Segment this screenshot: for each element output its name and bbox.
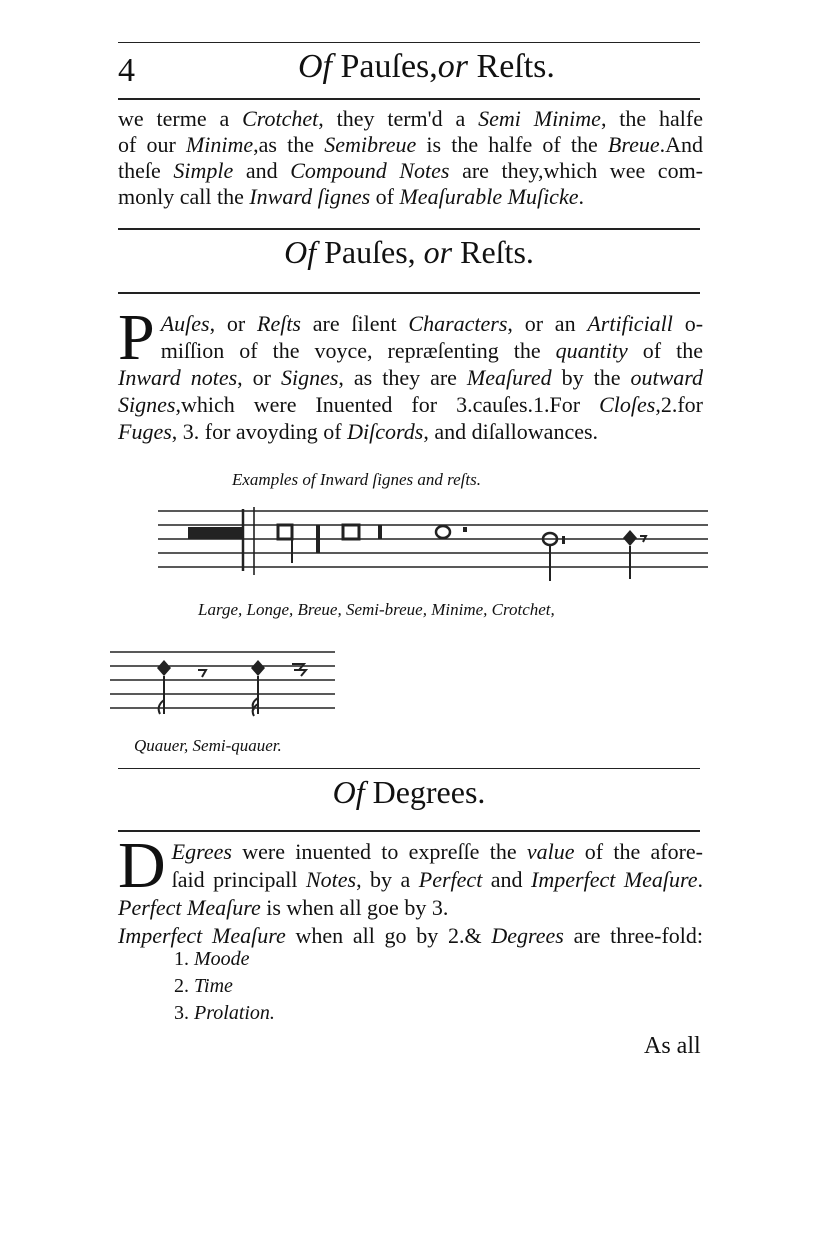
longe-note-symbol [278, 525, 292, 539]
text-line: of our Minime,as the Semibreue is the halfe of the Breue.And [118, 132, 703, 157]
large-note-symbol [188, 527, 243, 539]
crotchet-note-symbol [623, 530, 637, 546]
running-title: Of Pauſes,or Reſts. [298, 48, 555, 85]
list-item: 2. Time [174, 975, 233, 997]
music-staff-quaver [110, 642, 340, 722]
text-line: ſaid principall Notes, by a Perfect and Imperfect Meaſure. [171, 867, 704, 892]
figure-caption-row1: Large, Longe, Breue, Semi-breue, Minime, Crotchet, [198, 600, 555, 619]
section-rule [118, 228, 700, 230]
music-staff-notes-rests [158, 503, 718, 583]
section-rule [118, 768, 700, 769]
top-paragraph [118, 106, 703, 210]
text-line: Inward notes, or Signes, as they are Meaſured by the outward [118, 365, 704, 390]
text-line: theſe Simple and Compound Notes are they,which wee com- [118, 158, 704, 183]
page-number: 4 [118, 52, 135, 89]
top-rule [118, 42, 700, 43]
section-heading-pauses: Of Pauſes, or Reſts. [284, 234, 534, 270]
pauses-paragraph [118, 301, 704, 445]
text-line: miſſion of the voyce, repræſenting the quantity of the [160, 338, 703, 363]
running-header [118, 48, 700, 96]
text-line: Auſes, or Reſts are ſilent Characters, or an Artificiall o- [160, 311, 704, 336]
text-line: we terme a Crotchet, they term'd a Semi Minime, the halfe [118, 106, 704, 131]
drop-cap: D [118, 829, 166, 902]
degrees-list [174, 946, 275, 1027]
text-line: Fuges, 3. for avoyding of Diſcords, and diſallowances. [118, 419, 599, 444]
figure-caption-top: Examples of Inward ſignes and reſts. [232, 470, 481, 489]
section-rule [118, 830, 700, 832]
section-heading-degrees: Of Degrees. [332, 774, 486, 810]
semiquauer-note-symbol [251, 660, 265, 676]
figure-caption-row2: Quauer, Semi-quauer. [134, 736, 282, 755]
text-line: Imperfect Meaſure when all go by 2.& Degrees are three-fold: [118, 923, 704, 948]
text-line: monly call the Inward ſignes of Meaſurable Muſicke. [118, 184, 584, 209]
text-line: Signes,which were Inuented for 3.cauſes.1.For Cloſes,2.for [118, 392, 703, 417]
catchword: As all [644, 1033, 701, 1059]
text-line: Egrees were inuented to expreſſe the value of the afore- [171, 839, 704, 864]
semibreue-note-symbol [436, 526, 450, 538]
quauer-note-symbol [157, 660, 171, 676]
degrees-paragraph [118, 829, 704, 950]
list-item: 3. Prolation. [174, 1002, 275, 1024]
breue-note-symbol [343, 525, 359, 539]
drop-cap: P [118, 301, 155, 374]
section-rule [118, 292, 700, 294]
text-line: Perfect Meaſure is when all goe by 3. [118, 895, 449, 920]
list-item: 1. Moode [174, 948, 250, 970]
header-rule [118, 98, 700, 100]
